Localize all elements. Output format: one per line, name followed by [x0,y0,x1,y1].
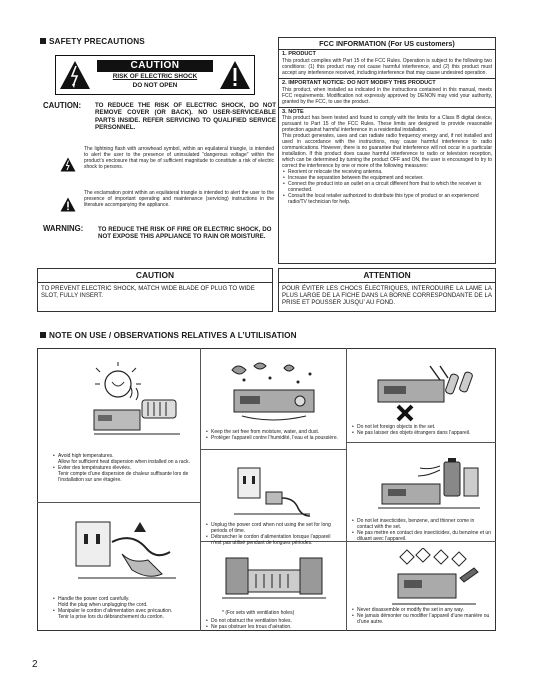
square-bullet-icon [40,332,46,338]
foreign-objects-illustration [368,362,480,426]
fcc-title: FCC INFORMATION (For US customers) [279,38,495,50]
unplug-illustration [232,460,312,520]
exclamation-description: The exclamation point within an equilateral triangle is intended to alert the user to the presence of important operating and maintenance (servicing) instructions in the literature accompanying the appliance. [84,190,274,208]
high-temperature-illustration [80,362,190,447]
note-foreign-objects [351,424,491,436]
list-item: • Ne jamais démonter ou modifier l’appareil d’une manière ou d’une autre. [351,613,491,625]
insecticide-illustration [374,456,484,516]
power-cord-illustration [72,512,184,592]
note-disassemble [351,607,491,625]
fcc-section-3-text-2: This product generates, uses and can radiate radio frequency energy and, if not installed and used in accordance with the instructions, may cause harmful interference to radio communications. However, there is no guarantee that interference will not occur in a particular installation. If this product does cause harmful interference to radio or television reception, which can be determined by turning the product OFF and ON, the user is encouraged to try to correct the interference by one or more of the following measures: [282,133,492,170]
page-number: 2 [32,659,38,670]
fcc-section-3-title: 3. NOTE [282,108,304,115]
risk-of-shock-text: RISK OF ELECTRIC SHOCK [112,73,198,80]
list-item: • Manipuler le cordon d’alimentation avec précaution. Tenir la prise lors du débranchement du cordon. [52,608,192,620]
list-item: • Reorient or relocate the receiving antenna. [282,169,492,175]
caution-plug-text: TO PREVENT ELECTRIC SHOCK, MATCH WIDE BLADE OF PLUG TO WIDE SLOT, FULLY INSERT. [41,284,255,300]
note-insecticides [351,518,491,542]
attention-plug-title: ATTENTION [279,269,495,283]
fcc-section-1-text: This product complies with Part 15 of the FCC Rules. Operation is subject to the following two conditions: (1) this product may not cause harmful interference, and (2) this product must accept any interference received, including interference that may cause undesired operation. [282,58,492,77]
row-divider [37,502,201,503]
lightning-description: The lightning flash with arrowhead symbol, within an equilateral triangle, is intended to alert the user to the presence of uninsulated “dangerous voltage” within the product’s enclosure that may be of sufficient magnitude to constitute a risk of electric shock to persons. [84,146,274,170]
warning-text: TO REDUCE THE RISK OF FIRE OR ELECTRIC SHOCK, DO NOT EXPOSE THIS APPLIANCE TO RAIN OR MOISTURE. [98,226,272,241]
list-item: • Do not let foreign objects in the set. [351,424,491,430]
list-item: • Keep the set free from moisture, water, and dust. [205,429,341,435]
list-item: • Do not obstruct the ventilation holes. [205,618,341,624]
list-item: • Do not let insecticides, benzene, and thinner come in contact with the set. [351,518,491,530]
caution-label-title: CAUTION [130,60,180,71]
disassemble-illustration [388,548,480,614]
list-item: • Eviter des températures élevées. Tenir compte d’une dispersion de chaleur suffisante lors de l’installation sur une étagère. [52,465,192,483]
attention-plug-box [278,268,496,312]
caution-text: TO REDUCE THE RISK OF ELECTRIC SHOCK, DO NOT REMOVE COVER (OR BACK). NO USER-SERVICEABLE PARTS INSIDE. REFER SERVICING TO QUALIFIED SERVICE PERSONNEL. [95,102,276,132]
list-item: • Consult the local retailer authorized to distribute this type of product or an experienced radio/TV technician for help. [282,193,492,205]
caution-plug-box [37,268,273,312]
exclamation-warning-icon [60,197,76,212]
caution-label [55,55,255,95]
moisture-dust-illustration [214,360,338,428]
fcc-section-2-text: This product, when installed as indicated in the instructions contained in this manual, meets FCC requirements. Modification not expressly approved by DENON may void your authority, granted by the FCC, to use the product. [282,86,492,105]
column-divider [346,348,347,631]
caution-heading: CAUTION: [43,101,82,110]
notes-heading: NOTE ON USE / OBSERVATIONS RELATIVES A L’UTILISATION [40,331,297,341]
list-item: • Ne pas obstruer les trous d’aération. [205,624,341,630]
list-item: • Increase the separation between the equipment and receiver. [282,175,492,181]
list-item: • Handle the power cord carefully. Hold the plug when unplugging the cord. [52,596,192,608]
row-divider [346,442,496,443]
list-item: • Débrancher le cordon d’alimentation lorsque l’appareil n’est pas utilisé pendant de longues périodes. [205,534,341,546]
list-item: • Connect the product into an outlet on a circuit different from that to which the receiver is connected. [282,181,492,193]
caution-plug-title: CAUTION [38,269,272,283]
square-bullet-icon [40,38,46,44]
do-not-open-text: DO NOT OPEN [132,82,178,89]
warning-heading: WARNING: [43,224,84,233]
fcc-section-3-text: This product has been tested and found to comply with the limits for a Class B digital device, pursuant to Part 15 of the FCC Rules. These limits are designed to provide reasonable protection against harmful interference in a residential installation. [282,115,492,134]
list-item: • Never disassemble or modify the set in any way. [351,607,491,613]
ventilation-caption: * (For sets with ventilation holes) [222,610,295,616]
list-item: • Protéger l’appareil contre l’humidité, l’eau et la poussière. [205,435,341,441]
attention-plug-text: POUR ÉVITER LES CHOCS ÉLECTRIQUES, INTERODUIRE LA LAME LA PLUS LARGE DE LA FICHE DANS LA BORNE CORRESPONDANTE DE LA PRISE ET POUSSER JUSQU’ AU FOND. [282,284,492,306]
note-heat [52,453,192,483]
fcc-section-2-title: 2. IMPORTANT NOTICE: DO NOT MODIFY THIS PRODUCT [282,80,436,87]
list-item: • Ne pas laisser des objets étrangers dans l’appareil. [351,430,491,436]
note-power-cord [52,596,192,620]
ventilation-illustration [218,550,330,608]
fcc-box [278,37,496,264]
list-item: • Avoid high temperatures. Allow for sufficient heat dispersion when installed on a rack. [52,453,192,465]
list-item: • Ne pas mettre en contact des insecticides, du benzène et un diluant avec l’appareil. [351,530,491,542]
lightning-warning-icon [60,157,76,172]
row-divider [200,449,346,450]
fcc-section-1-title: 1. PRODUCT [282,51,316,58]
note-unplug [205,522,341,546]
note-moisture [205,429,341,441]
fcc-measures-list [282,169,492,205]
note-ventilation [205,618,341,630]
column-divider [200,348,201,631]
safety-heading: SAFETY PRECAUTIONS [40,37,145,47]
list-item: • Unplug the power cord when not using the set for long periods of time. [205,522,341,534]
